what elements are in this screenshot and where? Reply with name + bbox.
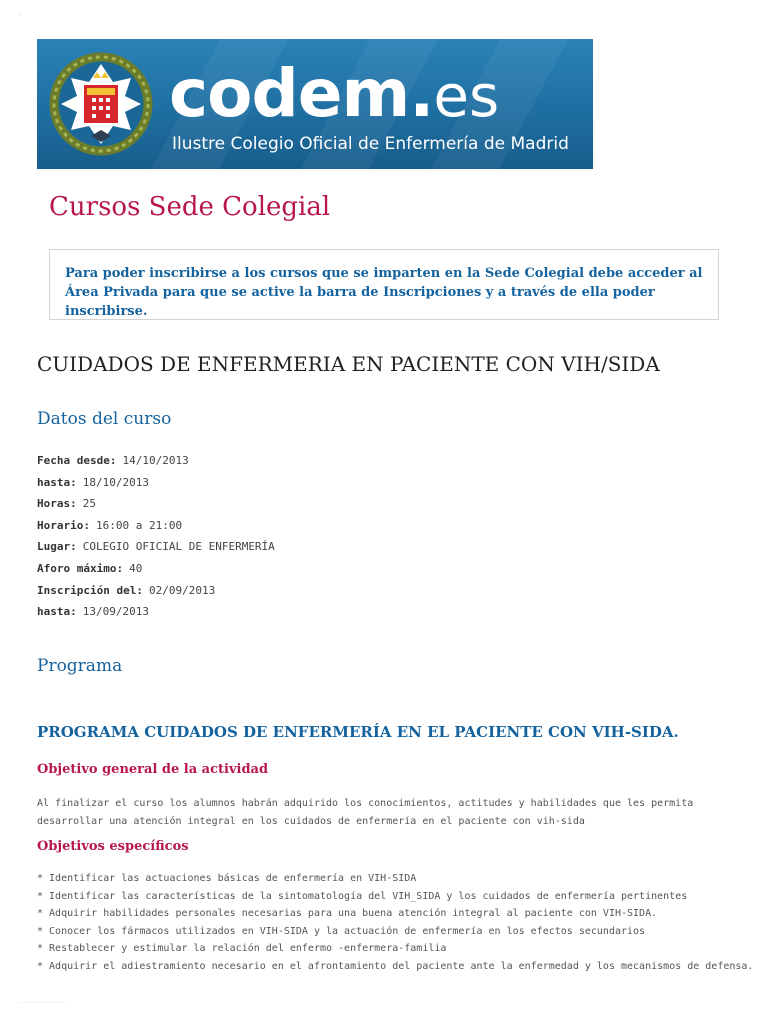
brand-wordmark [169,55,500,132]
colegio-emblem-icon [47,50,155,158]
detail-value: 18/10/2013 [82,475,149,489]
detail-label: Horario: [37,518,90,532]
detail-row [37,582,275,604]
detail-row [37,517,275,539]
detail-value: COLEGIO OFICIAL DE ENFERMERÍA [82,540,275,554]
detail-label: Fecha desde: [37,454,117,467]
detail-row [37,538,275,560]
objetivo-general-heading: Objetivo general de la actividad [37,762,269,777]
detail-label: Inscripción del: [37,583,143,597]
list-item: * Restablecer y estimular la relación del enfermo -enfermera-familia [37,943,447,955]
detail-value: 02/09/2013 [148,583,216,597]
registration-notice: Para poder inscribirse a los cursos que se imparten en la Sede Colegial debe acceder al Área Privada para que se active la barra de Inscripciones y a través de ella poder inscribirse. [49,249,719,320]
list-item: * Identificar las características de la sintomatología del VIH_SIDA y los cuidados de enfermería pertinentes [37,890,688,902]
detail-label: hasta: [37,605,77,619]
detail-value: 40 [129,561,143,575]
detail-row [37,560,275,582]
programa-title: PROGRAMA CUIDADOS DE ENFERMERÍA EN EL PACIENTE CON VIH-SIDA. [37,723,679,741]
page-title: Cursos Sede Colegial [49,192,331,222]
list-item: * Adquirir habilidades personales necesarias para una buena atención integral al paciente con VIH-SIDA. [37,908,658,920]
page-footer-marker: ………………………………………… [18,1000,66,1004]
course-details-heading: Datos del curso [37,409,172,429]
brand-tld: es [433,62,500,130]
course-details-list [37,452,275,625]
detail-value: 25 [82,497,96,511]
objetivos-especificos-list [37,870,753,976]
detail-label: Lugar: [37,540,77,554]
detail-row [37,603,275,625]
site-banner[interactable] [37,39,593,169]
programa-heading: Programa [37,656,123,676]
course-title: CUIDADOS DE ENFERMERIA EN PACIENTE CON VIH/SIDA [37,352,660,376]
list-item: * Adquirir el adiestramiento necesario en el afrontamiento del paciente ante la enfermedad y los mecanismos de defensa. [37,960,754,972]
list-item: * Conocer los fármacos utilizados en VIH-SIDA y la actuación de enfermería en los efectos secundarios [37,925,646,937]
page-header-marker: — [18,12,21,16]
detail-label: hasta: [37,475,77,489]
detail-label: Aforo máximo: [37,561,124,575]
list-item: * Identificar las actuaciones básicas de enfermería en VIH-SIDA [37,873,417,884]
brand-name: codem. [169,55,434,132]
detail-row [37,495,275,517]
detail-row [37,452,275,474]
detail-value: 16:00 a 21:00 [95,518,183,532]
banner-subtitle: Ilustre Colegio Oficial de Enfermería de Madrid [172,134,569,154]
detail-label: Horas: [37,497,77,511]
detail-value: 14/10/2013 [122,454,189,467]
detail-value: 13/09/2013 [82,605,149,619]
objetivo-general-text: Al finalizar el curso los alumnos habrán adquirido los conocimientos, actitudes y habilidades que les permita desarrollar una atención integral en los cuidados de enfermería en el paciente con vih-sida [37,798,694,827]
detail-row [37,474,275,496]
objetivos-especificos-heading: Objetivos específicos [37,839,189,854]
